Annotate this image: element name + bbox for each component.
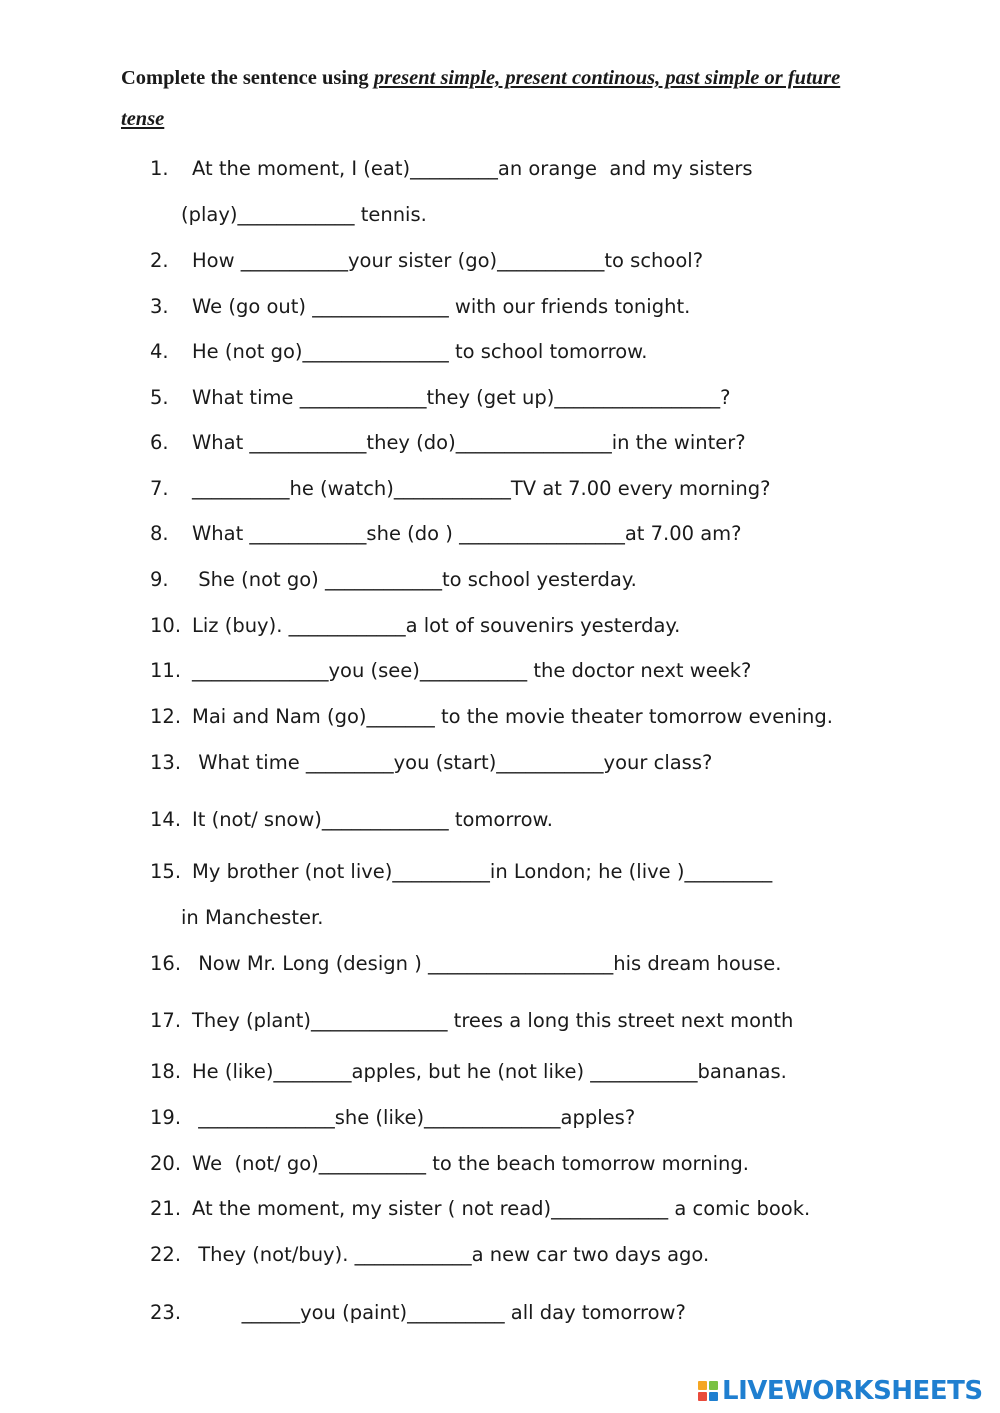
question-8 [150,511,890,557]
question-6 [150,420,890,466]
question-text: ______you (paint)__________ all day tomorrow? [192,1301,686,1324]
question-20 [150,1141,890,1187]
question-text: She (not go) ____________to school yesterday. [192,568,637,591]
question-3 [150,284,890,330]
question-text: He (like)________apples, but he (not like) ___________bananas. [192,1060,787,1083]
question-number: 3. [150,295,169,318]
question-19 [150,1095,890,1141]
instructions-tenses: present simple, present continous, past simple or future tense [121,67,841,130]
question-9 [150,557,890,603]
question-number: 11. [150,659,182,682]
question-15 [150,849,890,941]
question-number: 7. [150,477,169,500]
question-4 [150,329,890,375]
question-number: 19. [150,1106,182,1129]
question-text: What time _________you (start)___________your class? [192,751,713,774]
question-23 [150,1290,890,1336]
question-number: 10. [150,614,182,637]
question-18 [150,1049,890,1095]
question-number: 18. [150,1060,182,1083]
question-text: What ____________she (do ) _________________at 7.00 am? [192,522,742,545]
question-5 [150,375,890,421]
question-text: What ____________they (do)________________in the winter? [192,431,746,454]
question-number: 13. [150,751,182,774]
question-text-continued: (play)____________ tennis. [181,203,427,226]
question-22 [150,1232,890,1278]
logo-square-icon [709,1392,718,1401]
question-number: 20. [150,1152,182,1175]
question-number: 9. [150,568,169,591]
question-text: It (not/ snow)_____________ tomorrow. [192,808,553,831]
question-number: 5. [150,386,169,409]
question-text: We (go out) ______________ with our friends tonight. [192,295,691,318]
question-text: Liz (buy). ____________a lot of souvenirs yesterday. [192,614,681,637]
question-text-continued: in Manchester. [181,906,324,929]
question-number: 23. [150,1301,182,1324]
question-10 [150,603,890,649]
logo-square-icon [698,1392,707,1401]
question-text: ______________she (like)______________apples? [192,1106,636,1129]
worksheet-instructions [121,58,881,140]
logo-square-icon [709,1381,718,1390]
question-text: Now Mr. Long (design ) ___________________his dream house. [192,952,782,975]
brand-name: LIVEWORKSHEETS [722,1376,983,1406]
question-text: ______________you (see)___________ the doctor next week? [192,659,752,682]
liveworksheets-logo-icon [698,1381,718,1401]
question-text: What time _____________they (get up)_________________? [192,386,731,409]
question-12 [150,694,890,740]
question-text: At the moment, my sister ( not read)____________ a comic book. [192,1197,811,1220]
question-21 [150,1186,890,1232]
question-text: They (plant)______________ trees a long this street next month [192,1009,794,1032]
question-number: 22. [150,1243,182,1266]
question-7 [150,466,890,512]
question-text: My brother (not live)__________in London; he (live )_________ [192,860,773,883]
question-2 [150,238,890,284]
question-number: 4. [150,340,169,363]
question-text: Mai and Nam (go)_______ to the movie theater tomorrow evening. [192,705,833,728]
question-number: 14. [150,808,182,831]
question-14 [150,797,890,843]
question-16 [150,941,890,987]
question-text: We (not/ go)___________ to the beach tomorrow morning. [192,1152,749,1175]
question-text: At the moment, I (eat)_________an orange and my sisters [192,157,753,180]
instructions-prefix: Complete the sentence using [121,67,374,89]
question-number: 12. [150,705,182,728]
question-13 [150,740,890,786]
question-number: 21. [150,1197,182,1220]
question-number: 16. [150,952,182,975]
question-number: 8. [150,522,169,545]
question-number: 15. [150,860,182,883]
question-number: 17. [150,1009,182,1032]
question-1 [150,146,890,238]
question-text: They (not/buy). ____________a new car two days ago. [192,1243,710,1266]
liveworksheets-logo [698,1374,983,1408]
question-number: 2. [150,249,169,272]
question-text: How ___________your sister (go)___________to school? [192,249,704,272]
question-text: He (not go)_______________ to school tomorrow. [192,340,648,363]
question-number: 6. [150,431,169,454]
question-17 [150,998,890,1044]
logo-square-icon [698,1381,707,1390]
question-11 [150,648,890,694]
question-text: __________he (watch)____________TV at 7.00 every morning? [192,477,771,500]
question-number: 1. [150,157,169,180]
